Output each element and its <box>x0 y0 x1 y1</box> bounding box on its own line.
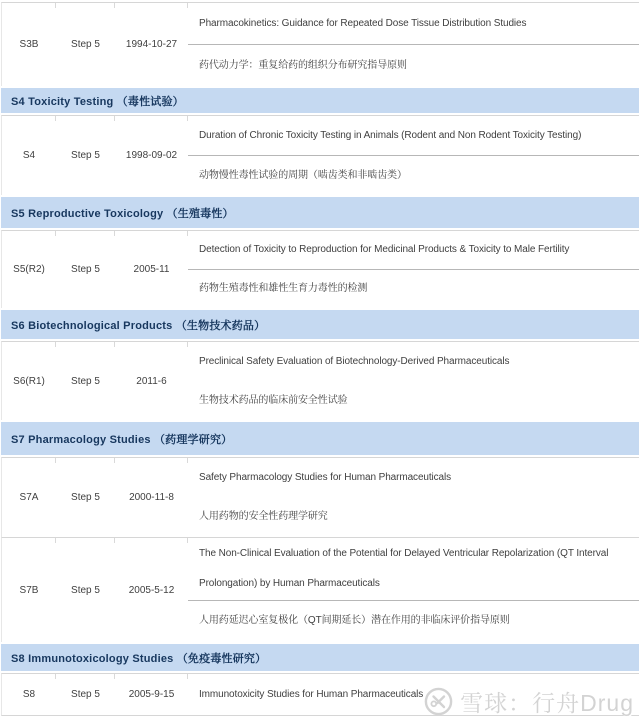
guideline-title-en: Pharmacokinetics: Guidance for Repeated Dose Tissue Distribution Studies <box>199 17 527 29</box>
guideline-date: 2005-5-12 <box>115 538 188 642</box>
guideline-step: Step 5 <box>56 458 115 537</box>
watermark-text: 雪球：行舟Drug <box>460 690 634 716</box>
guideline-titles <box>188 116 639 195</box>
guideline-date: 2005-11 <box>115 231 188 308</box>
guideline-step: Step 5 <box>56 3 115 86</box>
guideline-step: Step 5 <box>56 342 115 420</box>
guideline-code: S4 <box>2 116 56 195</box>
guideline-step: Step 5 <box>56 674 115 715</box>
guideline-title-cn: 生物技术药品的临床前安全性试验 <box>199 394 348 406</box>
section-header-row: S4 Toxicity Testing （毒性试验） <box>1 86 639 115</box>
guideline-table <box>1 2 639 716</box>
guideline-code: S8 <box>2 674 56 715</box>
guideline-step: Step 5 <box>56 231 115 308</box>
guideline-title-cn: 药代动力学：重复给药的组织分布研究指导原则 <box>188 44 639 86</box>
guideline-title-en: Duration of Chronic Toxicity Testing in Animals (Rodent and Non Rodent Toxicity Testing) <box>199 129 582 141</box>
guideline-code: S7A <box>2 458 56 537</box>
guideline-code: S3B <box>2 3 56 86</box>
guideline-row <box>1 2 639 86</box>
guideline-title-en: Safety Pharmacology Studies for Human Pharmaceuticals <box>199 471 452 483</box>
section-header-row: S7 Pharmacology Studies （药理学研究） <box>1 420 639 457</box>
guideline-code: S5(R2) <box>2 231 56 308</box>
guideline-date: 2011-6 <box>115 342 188 420</box>
guideline-titles <box>188 458 639 537</box>
guideline-row <box>1 115 639 195</box>
guideline-titles <box>188 231 639 308</box>
guideline-code: S6(R1) <box>2 342 56 420</box>
guideline-row <box>1 457 639 537</box>
section-header-row: S5 Reproductive Toxicology （生殖毒性） <box>1 195 639 230</box>
guideline-date: 1998-09-02 <box>115 116 188 195</box>
guideline-title-cn: 人用药延迟心室复极化（QT间期延长）潜在作用的非临床评价指导原则 <box>188 600 639 642</box>
guideline-titles <box>188 3 639 86</box>
section-header-row: S6 Biotechnological Products （生物技术药品） <box>1 308 639 341</box>
guideline-title-en: Immunotoxicity Studies for Human Pharmaceuticals <box>199 688 424 700</box>
guideline-titles <box>188 342 639 420</box>
xueqiu-logo-icon <box>424 687 453 716</box>
guideline-date: 2000-11-8 <box>115 458 188 537</box>
guideline-titles <box>188 538 639 642</box>
guideline-title-en: The Non-Clinical Evaluation of the Potential for Delayed Ventricular Repolarization (QT Interval Prolongation) by Human Pharmaceuticals <box>199 547 609 589</box>
guideline-title-cn: 药物生殖毒性和雄性生育力毒性的检测 <box>188 269 639 308</box>
guideline-date: 1994-10-27 <box>115 3 188 86</box>
guideline-date: 2005-9-15 <box>115 674 188 715</box>
guideline-title-cn: 动物慢性毒性试验的周期（啮齿类和非啮齿类） <box>188 155 639 195</box>
guideline-row <box>1 341 639 420</box>
guideline-title-cn: 人用药物的安全性药理学研究 <box>199 511 328 523</box>
section-header-row: S8 Immunotoxicology Studies （免疫毒性研究） <box>1 642 639 673</box>
guideline-title-en: Detection of Toxicity to Reproduction for Medicinal Products & Toxicity to Male Fertility <box>199 244 570 255</box>
guideline-row <box>1 230 639 308</box>
guideline-row <box>1 537 639 642</box>
guideline-code: S7B <box>2 538 56 642</box>
watermark <box>424 685 634 718</box>
guideline-title-en: Preclinical Safety Evaluation of Biotechnology-Derived Pharmaceuticals <box>199 355 510 367</box>
guideline-step: Step 5 <box>56 538 115 642</box>
guideline-step: Step 5 <box>56 116 115 195</box>
